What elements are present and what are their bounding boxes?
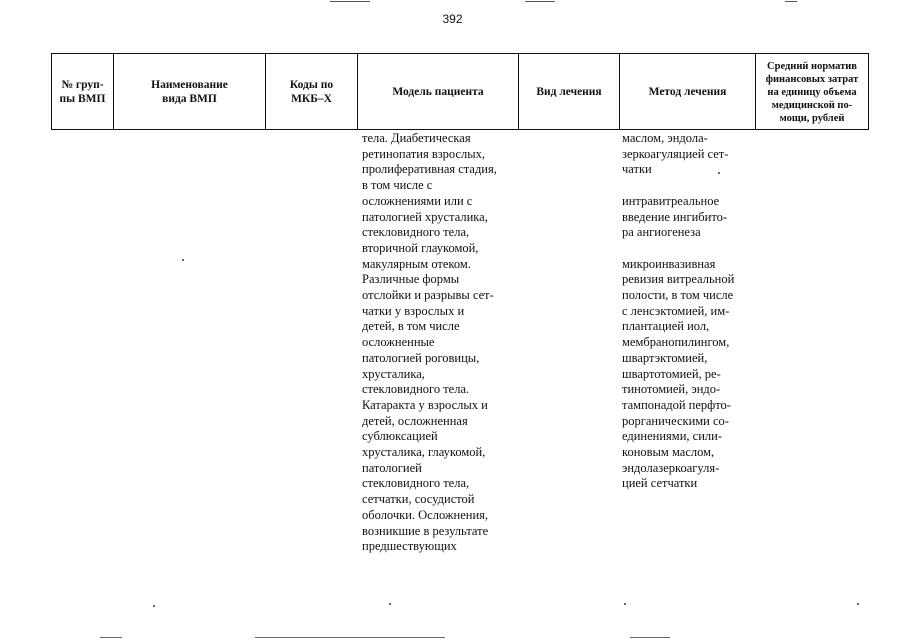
text-line: микроинвазивная <box>622 256 716 271</box>
text-line: детей, осложненная <box>362 413 468 428</box>
text-line: плантацией иол, <box>622 319 710 334</box>
paragraph-gap <box>622 241 734 257</box>
text-line: стекловидного тела. <box>362 382 470 397</box>
scan-mark <box>525 1 555 2</box>
text-line: сублюксацией <box>362 429 438 444</box>
text-line: маслом, эндола- <box>622 131 708 145</box>
scan-mark <box>255 637 445 638</box>
header-label: Коды по МКБ–X <box>289 79 334 105</box>
text-line: сетчатки, сосудистой <box>362 492 475 507</box>
header-icd-codes <box>266 54 357 130</box>
text-line: осложнениями или с <box>362 193 473 208</box>
header-cost-norm <box>756 54 868 130</box>
header-treatment-method <box>620 54 755 130</box>
text-line: в том числе с <box>362 178 433 193</box>
text-line: с ленсэктомией, им- <box>622 303 730 318</box>
text-line: отслойки и разрывы сет- <box>362 288 494 303</box>
text-line: вторичной глаукомой, <box>362 240 479 255</box>
text-line: возникшие в результате <box>362 523 489 538</box>
scan-speck <box>389 603 391 605</box>
header-label: Наименование вида ВМП <box>151 79 228 105</box>
text-line: эндолазеркоагуля- <box>622 460 720 475</box>
text-line: пролиферативная стадия, <box>362 162 497 177</box>
header-patient-model <box>358 54 518 130</box>
text-line: мембранопилингом, <box>622 335 730 350</box>
text-line: детей, в том числе <box>362 319 460 334</box>
text-line: коновым маслом, <box>622 445 715 460</box>
scan-mark <box>100 637 122 638</box>
text-line: рорганическими со- <box>622 413 729 428</box>
scan-mark <box>785 1 797 2</box>
header-group-number <box>52 54 113 130</box>
text-line: макулярным отеком. <box>362 256 471 271</box>
patient-model-cell <box>362 131 497 555</box>
text-line: цией сетчатки <box>622 476 698 491</box>
scan-speck <box>857 603 859 605</box>
text-line: предшествующих <box>362 539 457 554</box>
text-line: осложненные <box>362 335 435 350</box>
text-line: швартэктомией, <box>622 350 708 365</box>
text-line: единениями, сили- <box>622 429 722 444</box>
text-line: стекловидного тела, <box>362 476 470 491</box>
scan-speck <box>153 605 155 607</box>
text-line: полости, в том числе <box>622 288 734 302</box>
paragraph-gap <box>622 178 734 194</box>
text-line: тела. Диабетическая <box>362 131 471 145</box>
scan-mark <box>630 637 670 638</box>
page-number: 392 <box>442 12 463 26</box>
text-line: тинотомией, эндо- <box>622 382 721 397</box>
text-line: чатки <box>622 162 652 177</box>
header-label: Вид лечения <box>536 86 602 98</box>
scan-speck <box>624 603 626 605</box>
treatment-method-cell <box>622 131 734 492</box>
text-line: стекловидного тела, <box>362 225 470 240</box>
text-line: швартотомией, ре- <box>622 366 721 381</box>
text-line: ревизия витреальной <box>622 272 735 287</box>
text-line: введение ингибито- <box>622 209 728 224</box>
text-line: оболочки. Осложнения, <box>362 507 489 522</box>
header-label: № груп- пы ВМП <box>59 79 106 105</box>
text-line: ретинопатия взрослых, <box>362 146 486 161</box>
header-vmp-type-name <box>114 54 265 130</box>
text-line: интравитреальное <box>622 193 720 208</box>
scan-mark <box>330 1 370 2</box>
scan-speck <box>718 172 720 174</box>
header-label: Средний норматив финансовых затрат на единицу объема медицинской по- мощи, рублей <box>765 60 859 124</box>
text-line: Различные формы <box>362 272 460 287</box>
text-line: хрусталика, глаукомой, <box>362 445 486 460</box>
header-label: Модель пациента <box>392 86 484 98</box>
text-line: патологией роговицы, <box>362 350 480 365</box>
text-line: хрусталика, <box>362 366 425 381</box>
text-line: патологией хрусталика, <box>362 209 488 224</box>
header-label: Метод лечения <box>648 86 727 98</box>
header-treatment-type <box>519 54 619 130</box>
text-line: зеркоагуляцией сет- <box>622 146 729 161</box>
text-line: Катаракта у взрослых и <box>362 397 488 412</box>
scan-speck <box>182 259 184 261</box>
text-line: ра ангиогенеза <box>622 225 701 240</box>
text-line: патологией <box>362 460 422 475</box>
text-line: чатки у взрослых и <box>362 303 465 318</box>
text-line: тампонадой перфто- <box>622 397 731 412</box>
